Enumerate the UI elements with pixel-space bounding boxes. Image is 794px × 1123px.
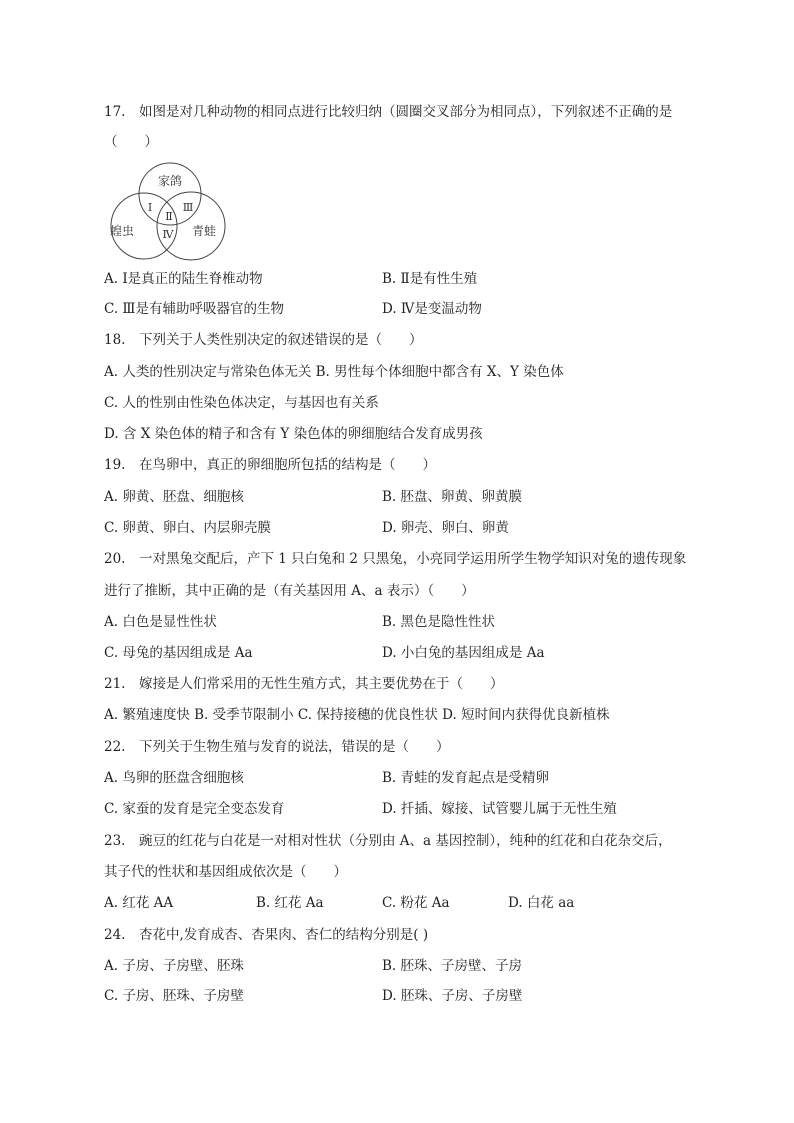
q22-option-c: C. 家蚕的发育是完全变态发育 xyxy=(104,801,285,817)
q18-option-c: C. 人的性别由性染色体决定，与基因也有关系 xyxy=(104,395,379,411)
q22-stem: 22. 下列关于生物生殖与发育的说法，错误的是（ ） xyxy=(104,739,450,755)
q20-option-b: B. 黑色是隐性性状 xyxy=(382,614,496,630)
q21-stem: 21. 嫁接是人们常采用的无性生殖方式，其主要优势在于（ ） xyxy=(104,676,504,692)
q18-stem: 18. 下列关于人类性别决定的叙述错误的是（ ） xyxy=(104,332,423,348)
q23-stem-line1: 23. 豌豆的红花与白花是一对相对性状（分别由 A、a 基因控制），纯种的红花和白花杂交后， xyxy=(104,833,672,849)
q18-option-ab: A. 人类的性别决定与常染色体无关 B. 男性每个体细胞中都含有 X、Y 染色体 xyxy=(104,364,564,380)
venn-region-1: Ⅰ xyxy=(147,201,153,214)
q24-stem: 24. 杏花中,发育成杏、杏果肉、杏仁的结构分别是( ) xyxy=(104,927,429,943)
q19-option-c: C. 卵黄、卵白、内层卵壳膜 xyxy=(104,520,271,536)
q19-option-d: D. 卵壳、卵白、卵黄 xyxy=(382,520,509,536)
q23-option-c: C. 粉花 Aa xyxy=(382,895,450,911)
q23-stem-line2: 其子代的性状和基因组成依次是（ ） xyxy=(104,864,347,880)
venn-region-2: Ⅱ xyxy=(165,210,173,223)
q20-stem-line2: 进行了推断，其中正确的是（有关基因用 A、a 表示）（ ） xyxy=(104,583,475,599)
q17-option-d: D. Ⅳ是变温动物 xyxy=(382,301,482,317)
venn-label-frog: 青蛙 xyxy=(191,224,217,238)
q23-option-d: D. 白花 aa xyxy=(508,895,575,911)
q17-option-a: A. Ⅰ是真正的陆生脊椎动物 xyxy=(104,271,263,287)
q17-option-c: C. Ⅲ是有辅助呼吸器官的生物 xyxy=(104,301,284,317)
q24-option-b: B. 胚珠、子房壁、子房 xyxy=(382,958,523,974)
q22-option-a: A. 鸟卵的胚盘含细胞核 xyxy=(104,770,244,786)
q20-option-c: C. 母兔的基因组成是 Aa xyxy=(104,645,253,661)
q24-option-d: D. 胚珠、子房、子房壁 xyxy=(382,988,523,1004)
venn-label-locust: 蝗虫 xyxy=(109,224,135,238)
q17-stem-line2: （ ） xyxy=(104,134,158,150)
q24-option-a: A. 子房、子房壁、胚珠 xyxy=(104,958,244,974)
q20-stem-line1: 20. 一对黑兔交配后，产下 1 只白兔和 2 只黑兔，小亮同学运用所学生物学知识对兔的遗传现象 xyxy=(104,551,687,567)
q18-option-d: D. 含 X 染色体的精子和含有 Y 染色体的卵细胞结合发育成男孩 xyxy=(104,426,483,442)
q23-option-a: A. 红花 AA xyxy=(104,895,174,911)
q22-option-b: B. 青蛙的发育起点是受精卵 xyxy=(382,770,550,786)
q17-option-b: B. Ⅱ是有性生殖 xyxy=(382,271,478,287)
q22-option-d: D. 扦插、嫁接、试管婴儿属于无性生殖 xyxy=(382,801,617,817)
q19-option-a: A. 卵黄、胚盘、细胞核 xyxy=(104,489,244,505)
q19-stem: 19. 在鸟卵中，真正的卵细胞所包括的结构是（ ） xyxy=(104,457,436,473)
venn-region-3: Ⅲ xyxy=(182,201,194,214)
venn-region-4: Ⅳ xyxy=(162,228,174,241)
q17-stem-line1: 17. 如图是对几种动物的相同点进行比较归纳（圆圈交叉部分为相同点），下列叙述不正确的是 xyxy=(104,104,673,120)
venn-label-pigeon: 家鸽 xyxy=(157,174,183,188)
q24-option-c: C. 子房、胚珠、子房壁 xyxy=(104,988,244,1004)
q20-option-a: A. 白色是显性性状 xyxy=(104,614,217,630)
q19-option-b: B. 胚盘、卵黄、卵黄膜 xyxy=(382,489,523,505)
q20-option-d: D. 小白兔的基因组成是 Aa xyxy=(382,645,545,661)
q23-option-b: B. 红花 Aa xyxy=(256,895,324,911)
q21-options: A. 繁殖速度快 B. 受季节限制小 C. 保持接穗的优良性状 D. 短时间内获得优良新植株 xyxy=(104,707,610,723)
q17-venn-diagram xyxy=(104,162,230,262)
